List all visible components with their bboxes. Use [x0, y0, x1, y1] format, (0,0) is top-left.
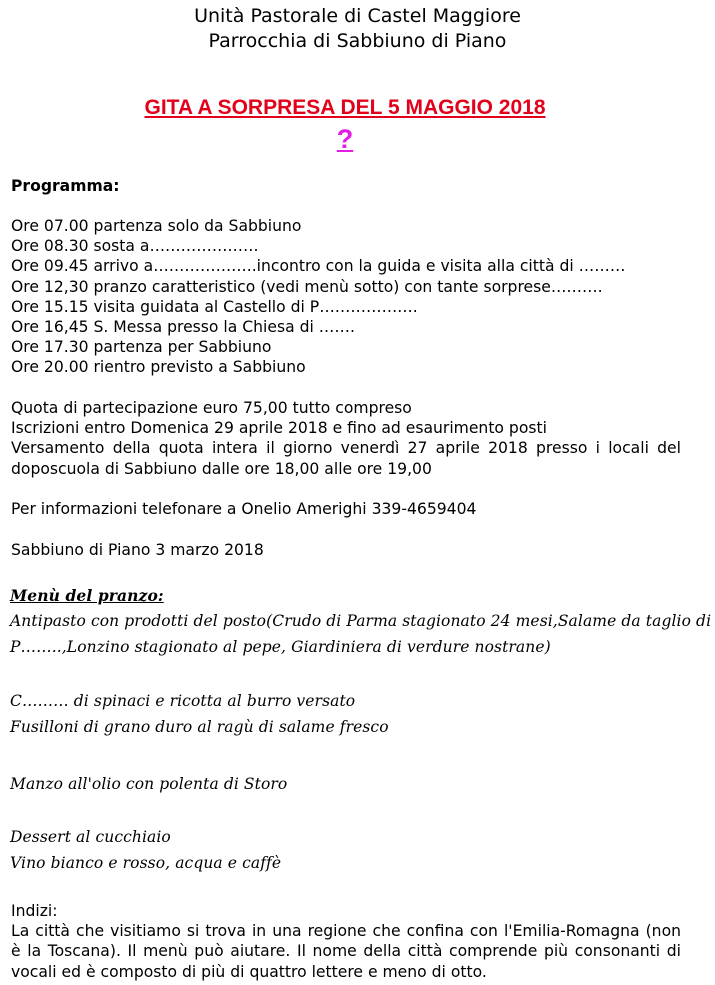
- schedule-item: Ore 16,45 S. Messa presso la Chiesa di …….: [11, 318, 355, 337]
- schedule-item: Ore 15.15 visita guidata al Castello di P……………….: [11, 297, 418, 316]
- info-section: [11, 398, 681, 479]
- indizi-label: Indizi:: [11, 902, 58, 920]
- menu-primi: [10, 688, 690, 740]
- menu-antipasto: [10, 608, 712, 660]
- indizi-text: La città che visitiamo si trova in una regione che confina con l'Emilia-Romagna (non è la Toscana). Il menù può aiutare. Il nome della città comprende più consonanti di vocali ed è composto di più di quattro lettere e meno di otto.: [11, 922, 681, 981]
- schedule-list: [11, 216, 625, 378]
- header-parrocchia: Parrocchia di Sabbiuno di Piano: [208, 30, 507, 52]
- menu-primo: Fusilloni di grano duro al ragù di salame fresco: [10, 718, 389, 736]
- contact-info: Per informazioni telefonare a Onelio Amerighi 339-4659404: [11, 500, 477, 518]
- document-date: Sabbiuno di Piano 3 marzo 2018: [11, 541, 264, 559]
- header-unita-pastorale: Unità Pastorale di Castel Maggiore: [194, 5, 521, 27]
- document-header: [0, 4, 715, 54]
- indizi-section: [11, 901, 681, 982]
- schedule-item: Ore 17.30 partenza per Sabbiuno: [11, 338, 272, 357]
- menu-antipasto-line: P……..,Lonzino stagionato al pepe, Giardiniera di verdure nostrane): [10, 638, 551, 656]
- surprise-question-mark: ?: [336, 124, 354, 154]
- schedule-item: Ore 08.30 sosta a…………………: [11, 237, 259, 256]
- schedule-item: Ore 09.45 arrivo a………………..incontro con la guida e visita alla città di ………: [11, 257, 626, 276]
- quota-text: Quota di partecipazione euro 75,00 tutto compreso: [11, 399, 412, 417]
- menu-dessert: Dessert al cucchiaio: [10, 828, 171, 846]
- trip-title: GITA A SORPRESA DEL 5 MAGGIO 2018: [144, 96, 546, 119]
- programma-label: Programma:: [11, 177, 120, 195]
- menu-secondo: Manzo all'olio con polenta di Storo: [10, 775, 288, 793]
- menu-dessert-bevande: [10, 824, 690, 876]
- menu-bevande: Vino bianco e rosso, acqua e caffè: [10, 854, 282, 872]
- menu-antipasto-line: Antipasto con prodotti del posto(Crudo di Parma stagionato 24 mesi,Salame da taglio di: [10, 612, 712, 630]
- schedule-item: Ore 12,30 pranzo caratteristico (vedi menù sotto) con tante sorprese……….: [11, 277, 603, 296]
- iscrizioni-text: Iscrizioni entro Domenica 29 aprile 2018 e fino ad esaurimento posti: [11, 419, 547, 438]
- menu-primo: C……… di spinaci e ricotta al burro versato: [10, 692, 356, 710]
- schedule-item: Ore 20.00 rientro previsto a Sabbiuno: [11, 358, 306, 377]
- schedule-item: Ore 07.00 partenza solo da Sabbiuno: [11, 217, 302, 235]
- menu-title: Menù del pranzo:: [10, 586, 164, 605]
- versamento-text: Versamento della quota intera il giorno venerdì 27 aprile 2018 presso i locali del doposcuola di Sabbiuno dalle ore 18,00 alle ore 19,00: [11, 439, 681, 478]
